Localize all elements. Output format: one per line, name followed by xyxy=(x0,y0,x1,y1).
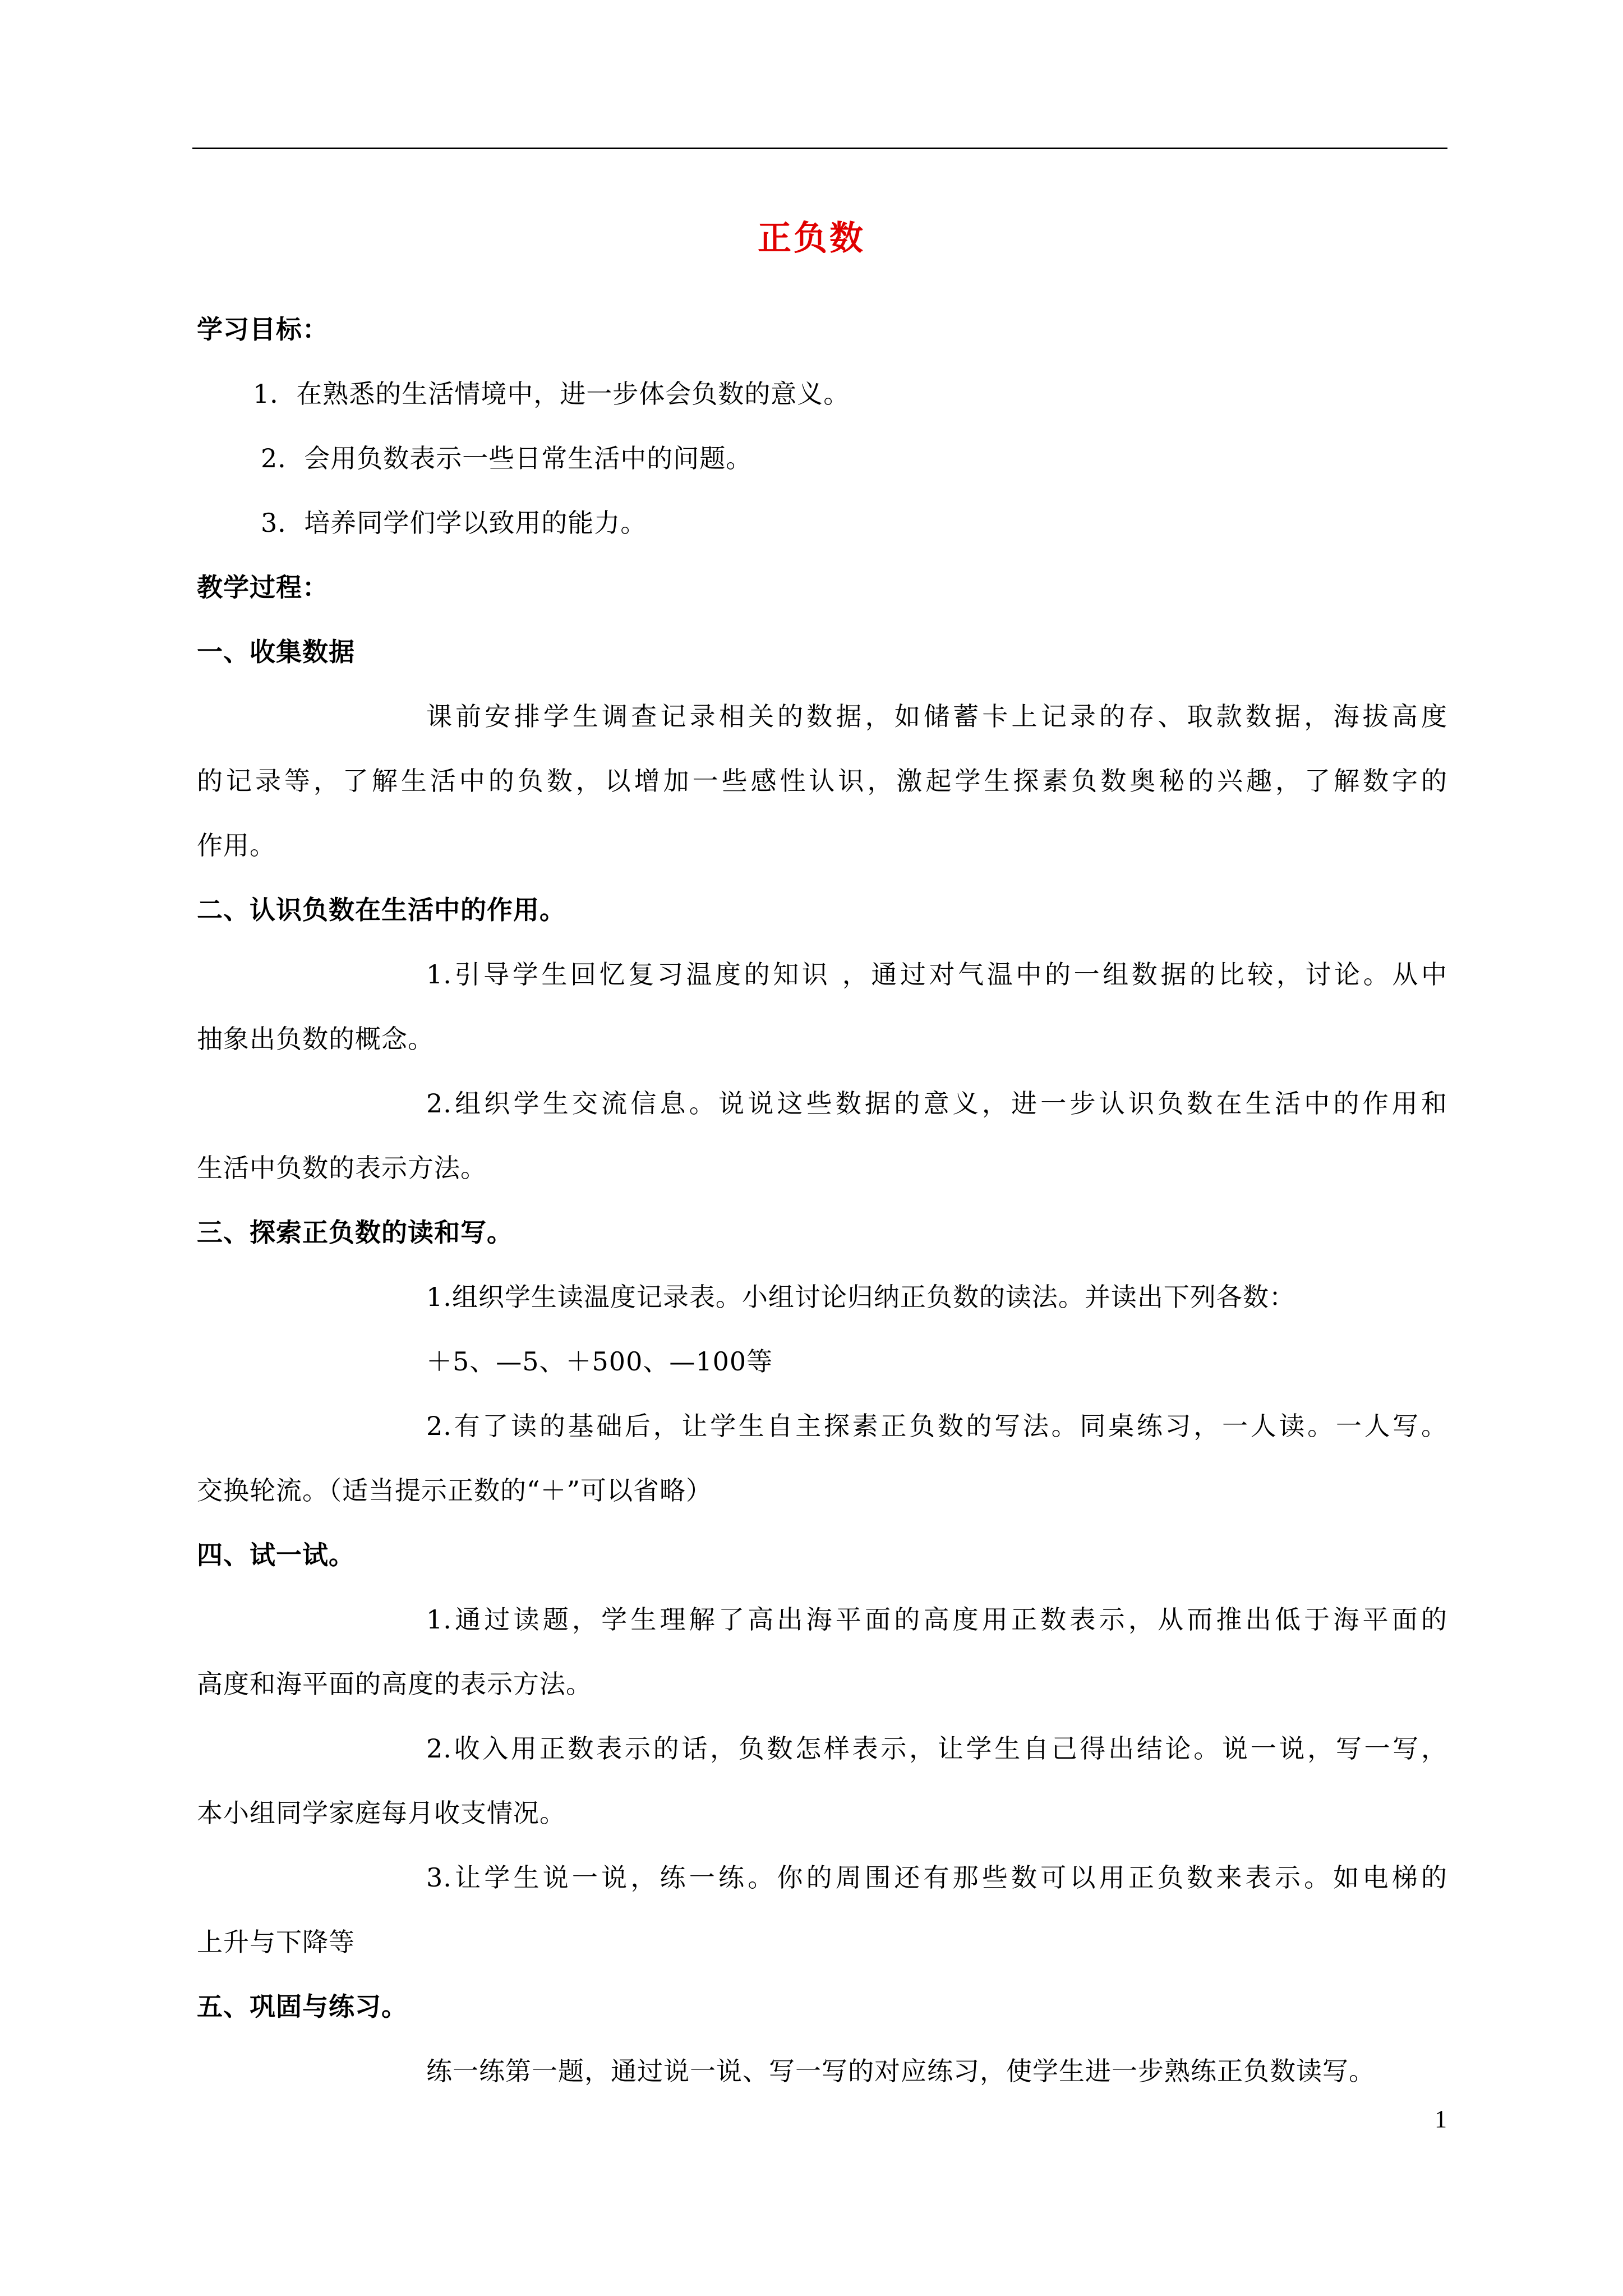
paragraph-line: 本小组同学家庭每月收支情况。 xyxy=(197,1798,566,1828)
objective-item: 1．在熟悉的生活情境中，进一步体会负数的意义。 xyxy=(253,379,850,409)
paragraph-line: 交换轮流。（适当提示正数的“＋”可以省略） xyxy=(197,1475,713,1506)
paragraph-line: 练一练第一题，通过说一说、写一写的对应练习，使学生进一步熟练正负数读写。 xyxy=(426,2056,1375,2086)
section-heading: 四、试一试。 xyxy=(197,1540,355,1570)
document-title: 正负数 xyxy=(758,219,865,258)
section-heading: 三、探索正负数的读和写。 xyxy=(197,1217,513,1248)
paragraph-line: 课前安排学生调查记录相关的数据，如储蓄卡上记录的存、取款数据，海拔高度 xyxy=(426,701,1447,731)
paragraph-line: 1.通过读题，学生理解了高出海平面的高度用正数表示，从而推出低于海平面的 xyxy=(426,1604,1447,1635)
paragraph-line: 1.组织学生读温度记录表。小组讨论归纳正负数的读法。并读出下列各数： xyxy=(426,1282,1295,1312)
objectives-heading: 学习目标： xyxy=(197,314,329,344)
process-heading: 教学过程： xyxy=(197,572,329,602)
objective-item: 3．培养同学们学以致用的能力。 xyxy=(261,508,647,538)
paragraph-line: 生活中负数的表示方法。 xyxy=(197,1153,487,1183)
page-number: 1 xyxy=(1435,2105,1447,2133)
number-examples: ＋5、—5、＋500、—100等 xyxy=(426,1346,773,1377)
section-heading: 五、巩固与练习。 xyxy=(197,1991,408,2022)
section-heading: 二、认识负数在生活中的作用。 xyxy=(197,895,566,925)
paragraph-line: 3.让学生说一说，练一练。你的周围还有那些数可以用正负数来表示。如电梯的 xyxy=(426,1862,1447,1893)
paragraph-line: 上升与下降等 xyxy=(197,1927,355,1957)
document-body xyxy=(197,297,1447,2104)
section-heading: 一、收集数据 xyxy=(197,637,355,667)
paragraph-line: 高度和海平面的高度的表示方法。 xyxy=(197,1669,592,1699)
objective-item: 2．会用负数表示一些日常生活中的问题。 xyxy=(261,443,753,473)
header-rule xyxy=(192,148,1447,149)
paragraph-line: 抽象出负数的概念。 xyxy=(197,1024,434,1054)
paragraph-line: 的记录等，了解生活中的负数，以增加一些感性认识，激起学生探素负数奥秘的兴趣，了解数字的 xyxy=(197,766,1447,796)
paragraph-line: 1.引导学生回忆复习温度的知识 ，通过对气温中的一组数据的比较，讨论。从中 xyxy=(426,959,1447,990)
paragraph-line: 2.组织学生交流信息。说说这些数据的意义，进一步认识负数在生活中的作用和 xyxy=(426,1088,1447,1119)
paragraph-line: 作用。 xyxy=(197,830,276,861)
paragraph-line: 2.有了读的基础后，让学生自主探素正负数的写法。同桌练习，一人读。一人写。 xyxy=(426,1411,1447,1441)
paragraph-line: 2.收入用正数表示的话，负数怎样表示，让学生自己得出结论。说一说，写一写， xyxy=(426,1733,1447,1764)
